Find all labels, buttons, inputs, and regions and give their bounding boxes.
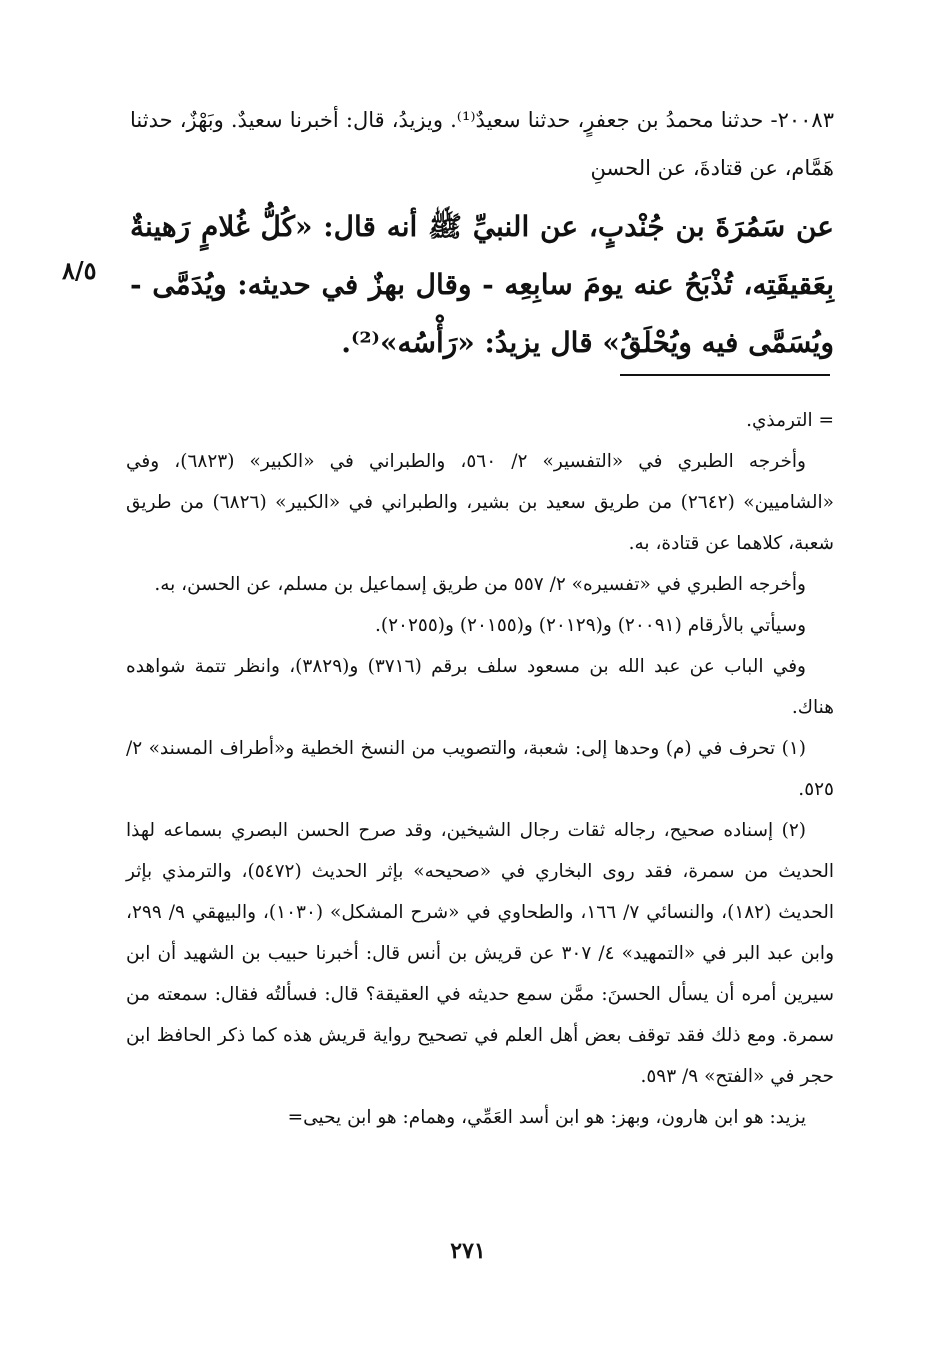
footnote-paragraph: يزيد: هو ابن هارون، وبهز: هو ابن أسد العَمِّي، وهمام: هو ابن يحيى=	[287, 1107, 806, 1128]
hadith-isnad: ٢٠٠٨٣- حدثنا محمدُ بن جعفرٍ، حدثنا سعيدٌ⁽¹⁾. ويزيدُ، قال: أخبرنا سعيدٌ. وبَهْزٌ، حدثنا هَمَّام، عن قتادةَ، عن الحسنِ	[130, 108, 834, 180]
footnote-paragraph: = الترمذي.	[746, 410, 834, 431]
footnote-paragraph: وسيأتي بالأرقام (٢٠٠٩١) و(٢٠١٢٩) و(٢٠١٥٥) و(٢٠٢٥٥).	[374, 615, 806, 636]
footnote-paragraph: وأخرجه الطبري في «التفسير» ٢/ ٥٦٠، والطبراني في «الكبير» (٦٨٢٣)، وفي «الشاميين» (٢٦٤٢) من طريق سعيد بن بشير، والطبراني في «الكبير» (٦٨٢٦) من طريق شعبة، كلاهما عن قتادة، به.	[126, 451, 834, 554]
page-number: ٢٧١	[450, 1238, 486, 1264]
footnote-separator	[620, 374, 830, 376]
footnote-paragraph: (٢) إسناده صحيح، رجاله ثقات رجال الشيخين، وقد صرح الحسن البصري بسماعه لهذا الحديث من سمرة، فقد روى البخاري في «صحيحه» بإثر الحديث (٥٤٧٢)، والترمذي بإثر الحديث (١٨٢)، والنسائي ٧/ ١٦٦، والطحاوي في «شرح المشكل» (١٠٣٠)، والبيهقي ٩/ ٢٩٩، وابن عبد البر في «التمهيد» ٤/ ٣٠٧ عن قريش بن أنس قال: أخبرنا حبيب بن الشهيد أن ابن سيرين أمره أن يسأل الحسنَ: ممَّن سمع حديثه في العقيقة؟ قال: فسألتُه فقال: سمعته من سمرة. ومع ذلك فقد توقف بعض أهل العلم في تصحيح رواية قريش هذه كما ذكر الحافظ ابن حجر في «الفتح» ٩/ ٥٩٣.	[126, 820, 835, 1087]
footnote-paragraph: وأخرجه الطبري في «تفسيره» ٢/ ٥٥٧ من طريق إسماعيل بن مسلم، عن الحسن، به.	[154, 574, 806, 595]
footnote-paragraph: وفي الباب عن عبد الله بن مسعود سلف برقم (٣٧١٦) و(٣٨٢٩)، وانظر تتمة شواهده هناك.	[126, 656, 834, 718]
footnotes	[126, 400, 834, 1138]
hadith-matn: عن سَمُرَةَ بن جُنْدبٍ، عن النبيِّ ﷺ أنه قال: «كُلُّ غُلامٍ رَهينةٌ بِعَقيقَتِه، تُذْبَحُ عنه يومَ سابِعِه - وقال بهزٌ في حديثه: ويُدَمَّى - ويُسَمَّى فيه ويُحْلَقُ» قال يزيدُ: «رَأْسُه»⁽²⁾.	[130, 210, 834, 359]
footnote-paragraph: (١) تحرف في (م) وحدها إلى: شعبة، والتصويب من النسخ الخطية و«أطراف المسند» ٢/ ٥٢٥.	[126, 738, 834, 800]
margin-reference: ٨/٥	[62, 256, 97, 285]
